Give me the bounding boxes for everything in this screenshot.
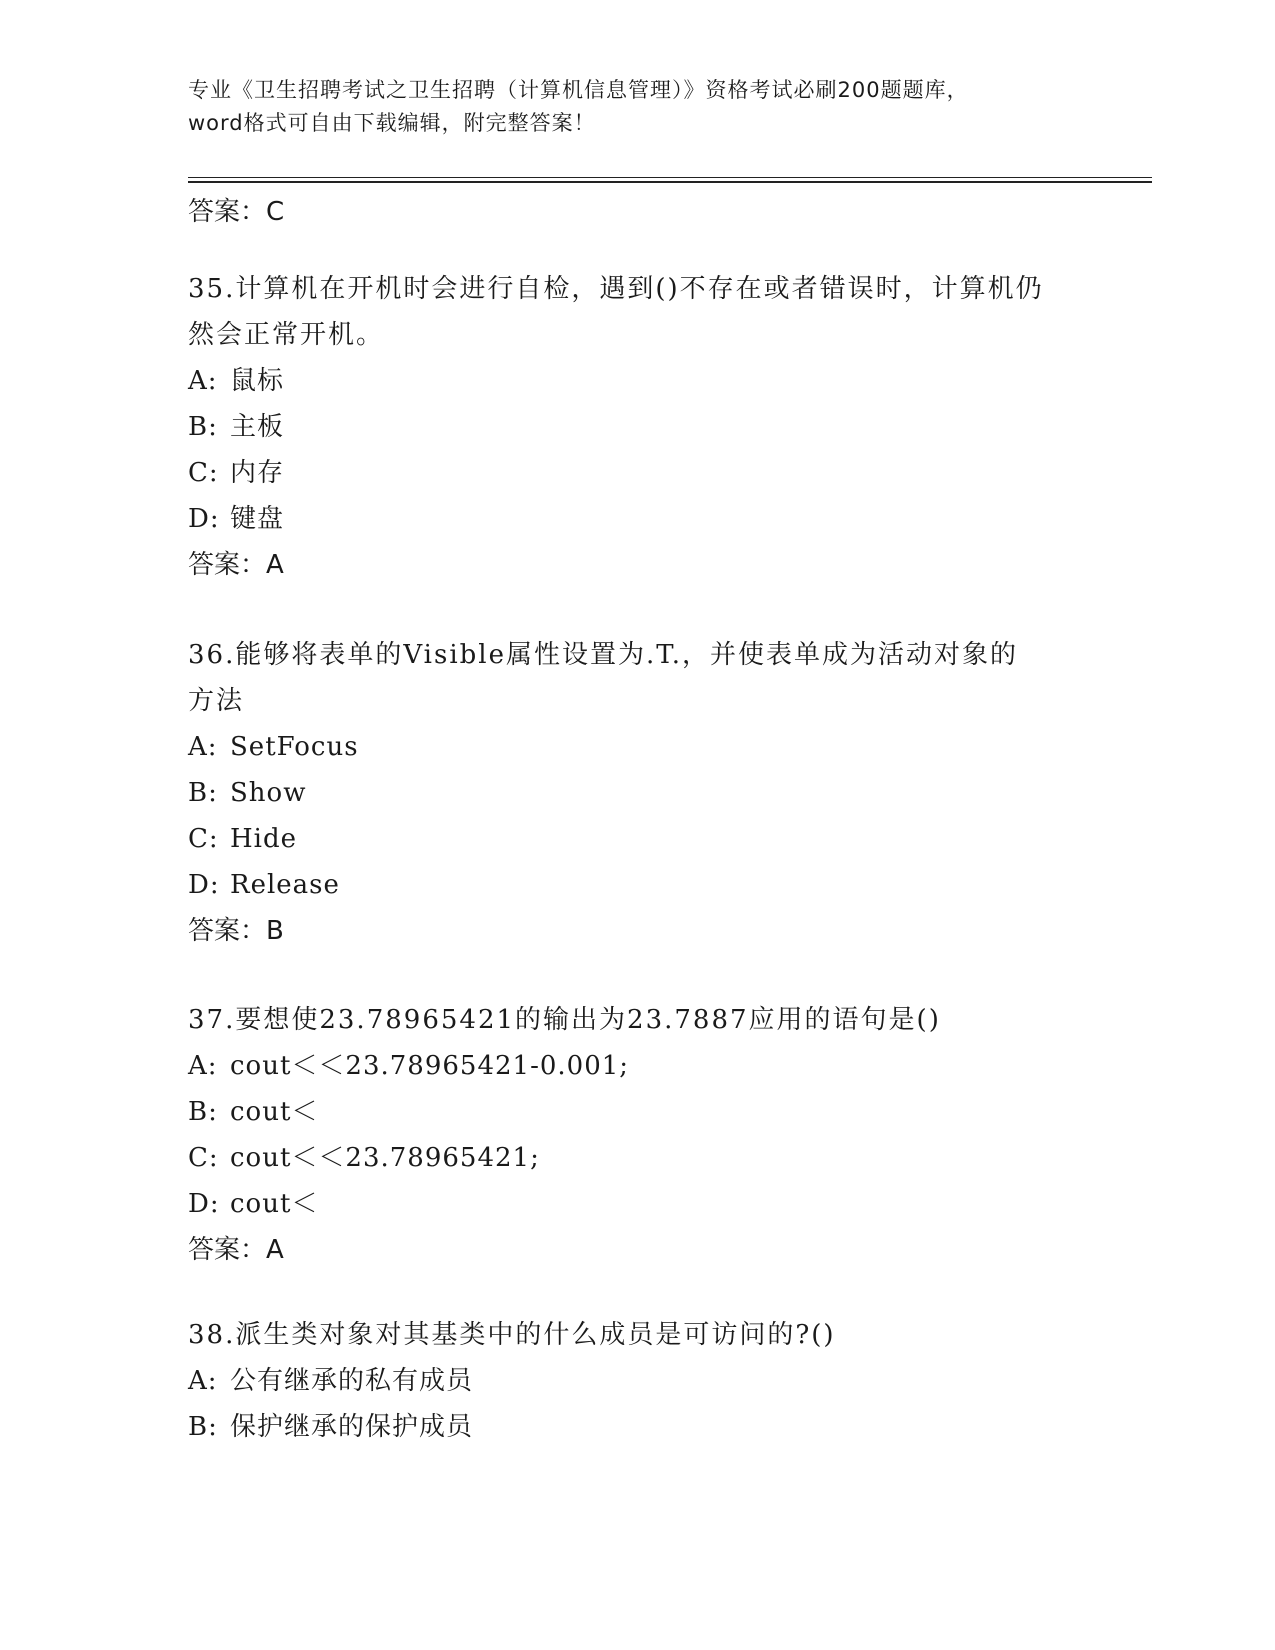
header-divider-thin <box>188 177 1152 178</box>
answer-label: 答案：A <box>188 1235 284 1265</box>
option-text: cout＜ <box>230 1189 319 1219</box>
option-letter: D: <box>188 504 220 534</box>
option-a <box>188 1043 1088 1089</box>
answer-label: 答案：B <box>188 916 284 946</box>
option-letter: A: <box>188 732 218 762</box>
question-stem: 38.派生类对象对其基类中的什么成员是可访问的?() <box>188 1320 836 1350</box>
document-header <box>188 74 1088 140</box>
option-letter: A: <box>188 366 218 396</box>
option-c <box>188 816 1088 862</box>
option-letter: D: <box>188 870 220 900</box>
question-37 <box>188 997 1088 1273</box>
option-a <box>188 358 1088 404</box>
option-c <box>188 450 1088 496</box>
option-text: 公有继承的私有成员 <box>230 1366 474 1396</box>
option-b <box>188 1404 1088 1450</box>
option-text: Hide <box>230 824 298 854</box>
option-letter: C: <box>188 824 219 854</box>
option-text: SetFocus <box>230 732 359 762</box>
option-letter: B: <box>188 412 218 442</box>
option-letter: D: <box>188 1189 220 1219</box>
option-text: 键盘 <box>230 504 285 534</box>
option-b <box>188 404 1088 450</box>
option-text: 保护继承的保护成员 <box>230 1412 474 1442</box>
option-text: 内存 <box>230 458 285 488</box>
option-a <box>188 1358 1088 1404</box>
option-d <box>188 1181 1088 1227</box>
previous-answer: 答案：C <box>188 197 285 227</box>
question-stem-continued: 然会正常开机。 <box>188 320 385 350</box>
question-stem: 35.计算机在开机时会进行自检，遇到()不存在或者错误时，计算机仍 <box>188 274 1044 304</box>
option-d <box>188 496 1088 542</box>
option-text: Release <box>230 870 340 900</box>
question-38 <box>188 1312 1088 1450</box>
option-d <box>188 862 1088 908</box>
option-text: 主板 <box>230 412 285 442</box>
question-36 <box>188 632 1088 954</box>
option-b <box>188 770 1088 816</box>
header-line-2: word格式可自由下载编辑，附完整答案！ <box>188 111 596 135</box>
question-stem: 36.能够将表单的Visible属性设置为.T.，并使表单成为活动对象的 <box>188 640 1019 670</box>
option-letter: C: <box>188 458 219 488</box>
option-a <box>188 724 1088 770</box>
question-35 <box>188 266 1088 588</box>
question-stem: 37.要想使23.78965421的输出为23.7887应用的语句是() <box>188 1005 941 1035</box>
option-text: 鼠标 <box>230 366 285 396</box>
header-line-1: 专业《卫生招聘考试之卫生招聘（计算机信息管理）》资格考试必刷200题题库， <box>188 78 969 102</box>
option-b <box>188 1089 1088 1135</box>
option-text: cout＜＜23.78965421; <box>230 1143 540 1173</box>
option-letter: A: <box>188 1051 218 1081</box>
option-text: cout＜ <box>230 1097 319 1127</box>
option-text: Show <box>230 778 307 808</box>
option-letter: B: <box>188 778 218 808</box>
option-letter: C: <box>188 1143 219 1173</box>
answer-label: 答案：A <box>188 550 284 580</box>
option-letter: B: <box>188 1412 218 1442</box>
header-divider-thick <box>188 181 1152 183</box>
option-letter: B: <box>188 1097 218 1127</box>
option-c <box>188 1135 1088 1181</box>
option-letter: A: <box>188 1366 218 1396</box>
option-text: cout＜＜23.78965421-0.001; <box>230 1051 630 1081</box>
question-stem-continued: 方法 <box>188 686 245 716</box>
